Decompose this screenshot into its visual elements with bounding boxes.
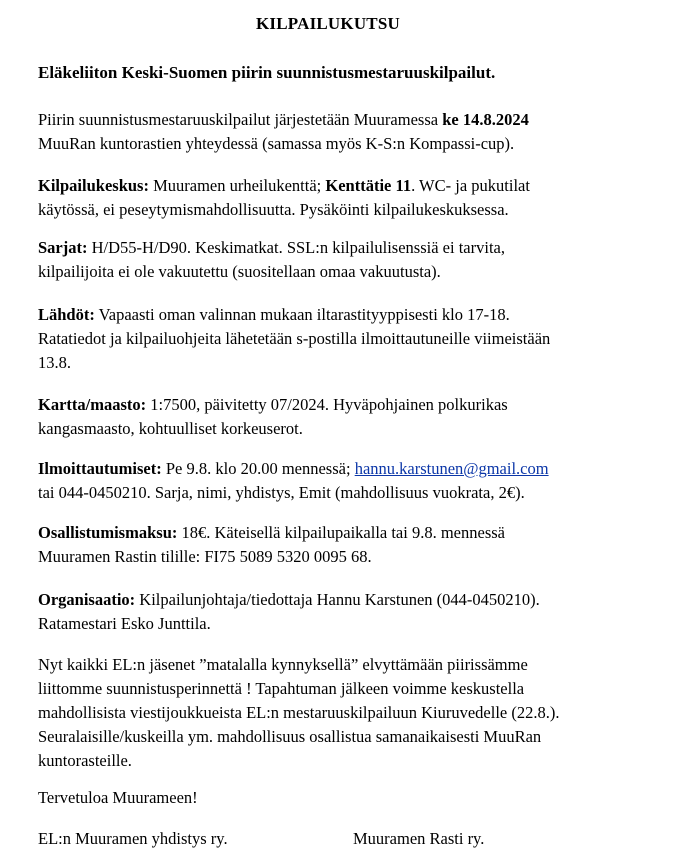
kartta-label: Kartta/maasto: [38, 395, 147, 414]
sarjat-label: Sarjat: [38, 238, 88, 257]
signature-left: EL:n Muuramen yhdistys ry. [38, 829, 228, 848]
organisaatio-paragraph [38, 588, 658, 636]
sarjat-line1: H/D55-H/D90. Keskimatkat. SSL:n kilpailulisenssiä ei tarvita, [87, 238, 505, 257]
maksu-line1: 18€. Käteisellä kilpailupaikalla tai 9.8. mennessä [177, 523, 505, 542]
kutsu-line5: kuntorasteille. [38, 751, 132, 770]
document-title: KILPAILUKUTSU [256, 14, 400, 33]
kutsu-paragraph [38, 653, 658, 773]
signature-right: Muuramen Rasti ry. [353, 829, 485, 848]
lahdot-label: Lähdöt: [38, 305, 95, 324]
kutsu-line3: mahdollisista viestijoukkueista EL:n mestaruuskilpailuun Kiuruvedelle (22.8.). [38, 703, 560, 722]
intro-text-line2: MuuRan kuntorastien yhteydessä (samassa myös K-S:n Kompassi-cup). [38, 134, 515, 153]
kutsu-line1: Nyt kaikki EL:n jäsenet ”matalalla kynnyksellä” elvyttämään piirissämme [38, 655, 528, 674]
kartta-paragraph [38, 393, 658, 441]
organisaatio-label: Organisaatio: [38, 590, 136, 609]
lahdot-line2: Ratatiedot ja kilpailuohjeita lähetetään s-postilla ilmoittautuneille viimeistään [38, 329, 551, 348]
kilpailukeskus-text2: . WC- ja pukutilat [411, 176, 530, 195]
email-link[interactable]: hannu.karstunen@gmail.com [354, 459, 549, 478]
maksu-paragraph [38, 521, 658, 569]
ilmoittautumiset-text: Pe 9.8. klo 20.00 mennessä; [161, 459, 355, 478]
kartta-line2: kangasmaasto, kohtuulliset korkeuserot. [38, 419, 303, 438]
lahdot-line3: 13.8. [38, 353, 71, 372]
kutsu-line2: liittomme suunnistusperinnettä ! Tapahtuman jälkeen voimme keskustella [38, 679, 525, 698]
organisaatio-line2: Ratamestari Esko Junttila. [38, 614, 211, 633]
kilpailukeskus-line2: käytössä, ei peseytymismahdollisuutta. Pysäköinti kilpailukeskuksessa. [38, 200, 509, 219]
document-subtitle: Eläkeliiton Keski-Suomen piirin suunnistusmestaruuskilpailut. [38, 63, 496, 82]
lahdot-line1: Vapaasti oman valinnan mukaan iltarastityyppisesti klo 17-18. [94, 305, 510, 324]
ilmoittautumiset-label: Ilmoittautumiset: [38, 459, 162, 478]
maksu-line2: Muuramen Rastin tilille: FI75 5089 5320 0095 68. [38, 547, 372, 566]
ilmoittautumiset-line2: tai 044-0450210. Sarja, nimi, yhdistys, Emit (mahdollisuus vuokrata, 2€). [38, 483, 525, 502]
kilpailukeskus-paragraph [38, 174, 658, 222]
lahdot-paragraph [38, 303, 658, 375]
organisaatio-line1: Kilpailunjohtaja/tiedottaja Hannu Karstunen (044-0450210). [135, 590, 540, 609]
welcome-text: Tervetuloa Muurameen! [38, 788, 198, 807]
kilpailukeskus-text: Muuramen urheilukenttä; [148, 176, 326, 195]
kilpailukeskus-address: Kenttätie 11 [325, 176, 412, 195]
sarjat-line2: kilpailijoita ei ole vakuutettu (suositellaan omaa vakuutusta). [38, 262, 441, 281]
competition-date: ke 14.8.2024 [442, 110, 529, 129]
intro-text: Piirin suunnistusmestaruuskilpailut järjestetään Muuramessa [38, 110, 443, 129]
kartta-line1: 1:7500, päivitetty 07/2024. Hyväpohjainen polkurikas [146, 395, 508, 414]
kutsu-line4: Seuralaisille/kuskeilla ym. mahdollisuus osallistua samanaikaisesti MuuRan [38, 727, 542, 746]
sarjat-paragraph [38, 236, 658, 284]
maksu-label: Osallistumismaksu: [38, 523, 178, 542]
intro-paragraph [38, 108, 658, 156]
kilpailukeskus-label: Kilpailukeskus: [38, 176, 149, 195]
ilmoittautumiset-paragraph [38, 457, 658, 505]
